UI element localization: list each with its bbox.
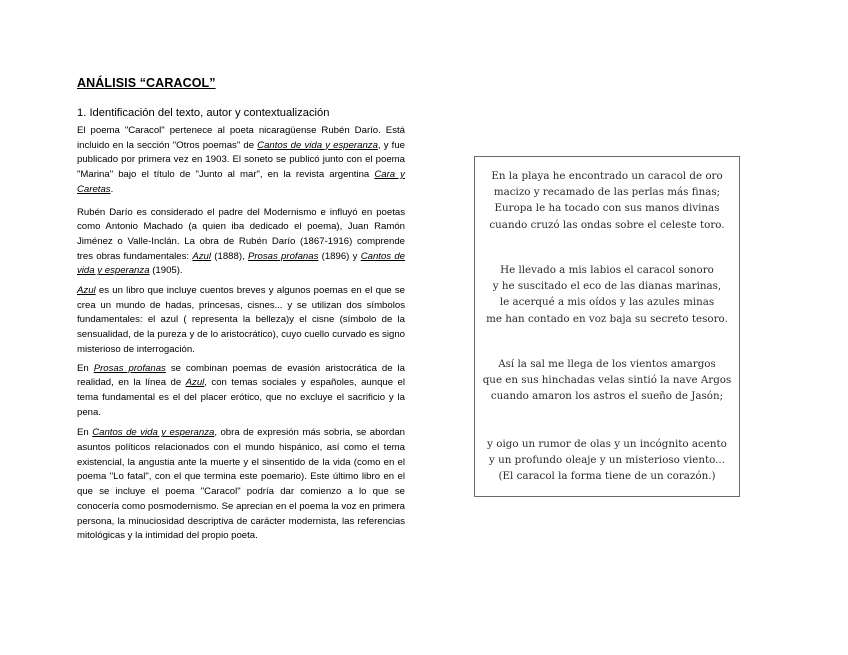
poem-line: le acerqué a mis oídos y las azules minas <box>499 296 715 309</box>
poem-line: En la playa he encontrado un caracol de oro <box>491 170 723 182</box>
poem-line: He llevado a mis labios el caracol sonoro <box>500 264 714 276</box>
text-span: El poema "Caracol" pertenece al poeta nicaragüense Rubén Darío. Está incluido en la sección "Otros poemas" de <box>77 125 405 151</box>
analysis-text <box>77 124 405 552</box>
book-title-link: Prosas profanas <box>93 362 166 374</box>
text-span: , con temas sociales y españoles, aunque el tema fundamental es el del placer erótico, que no excluye el sacrificio y la pena. <box>77 377 405 418</box>
text-span: , y fue publicado por primera vez en 1903. El soneto se publicó junto con el poema "Marina" bajo el título de "Junto al mar", en la revista argentina <box>77 139 405 181</box>
book-title-link: Prosas profanas <box>247 250 319 262</box>
text-span: En <box>77 427 93 439</box>
paragraph-2 <box>77 206 405 280</box>
poem-box <box>474 156 740 497</box>
book-title-link: Cantos de vida y esperanza <box>92 427 215 439</box>
paragraph-4 <box>77 362 405 421</box>
poem-stanza-4 <box>475 436 739 485</box>
paragraph-3 <box>77 284 405 358</box>
poem-stanza-2 <box>475 262 739 327</box>
text-span: Rubén Darío es considerado el padre del Modernismo e influyó en poetas como Antonio Machado (a quien iba dedicado el poema), Juan Ramón Jiménez o Valle-Inclán. La obra de Rubén Darío (1867-1916) comprende tres obras fundamentales: <box>77 206 405 262</box>
text-span: es un libro que incluye cuentos breves y algunos poemas en el que se crea un mundo de hadas, princesas, cisnes... y se utilizan dos símbolos fundamentales: el azul ( representa la belleza)y el cisne (símbolo de la sensualidad, de la pureza y de lo aristocrático), cuyo cuello curvado es signo misterioso de interrogación. <box>77 285 405 355</box>
book-title-link: Azul <box>192 250 212 262</box>
section-heading: 1. Identificación del texto, autor y contextualización <box>77 107 330 119</box>
text-span: En <box>77 362 94 374</box>
poem-line: macizo y recamado de las perlas más finas; <box>493 186 721 199</box>
magazine-title-link: Cara y Caretas <box>77 169 405 195</box>
text-span: (1896) y <box>318 250 361 262</box>
text-span: . <box>110 183 114 195</box>
poem-line: Europa le ha tocado con sus manos divinas <box>494 202 720 215</box>
poem-line: y oigo un rumor de olas y un incógnito acento <box>487 438 727 450</box>
document-title: ANÁLISIS “CARACOL” <box>77 76 216 90</box>
book-title-link: Cantos de vida y esperanza <box>77 250 406 277</box>
text-span: (1888), <box>211 250 248 262</box>
book-title-link: Cantos de vida y esperanza <box>257 139 378 151</box>
poem-line: y un profundo oleaje y un misterioso viento... <box>489 454 725 467</box>
paragraph-5 <box>77 426 405 544</box>
poem-line: (El caracol la forma tiene de un corazón.) <box>498 470 716 483</box>
poem-line: cuando amaron los astros el sueño de Jasón; <box>490 390 724 403</box>
poem-line: cuando cruzó las ondas sobre el celeste toro. <box>489 218 725 231</box>
text-span: , obra de expresión más sobria, se abordan asuntos políticos relacionados con el mundo hispánico, así como el tema existencial, la angustia ante la muerte y el sinsentido de la vida (como en el poema "Lo fatal", con el que termina este poemario). Este último libro en el que se incluye el poema "Caracol" podría dar comienzo a lo que se conocería como posmodernismo. Se aprecian en el poema la voz en primera persona, la minuciosidad descriptiva de carácter modernista, las referencias mitológicas y la intimidad del propio poeta. <box>77 427 405 542</box>
poem-stanza-1 <box>475 168 739 233</box>
paragraph-1 <box>77 124 405 198</box>
book-title-link: Azul <box>77 285 96 297</box>
text-span: (1905). <box>149 265 183 277</box>
poem-stanza-3 <box>475 356 739 405</box>
poem-line: Así la sal me llega de los vientos amargos <box>498 358 716 370</box>
poem-line: me han contado en voz baja su secreto tesoro. <box>486 312 728 325</box>
poem-line: y he suscitado el eco de las dianas marinas, <box>492 280 722 293</box>
poem-line: que en sus hinchadas velas sintió la nave Argos <box>482 374 732 387</box>
book-title-link: Azul <box>185 377 205 389</box>
text-span: se combinan poemas de evasión aristocrática de la realidad, en la línea de <box>77 362 405 389</box>
